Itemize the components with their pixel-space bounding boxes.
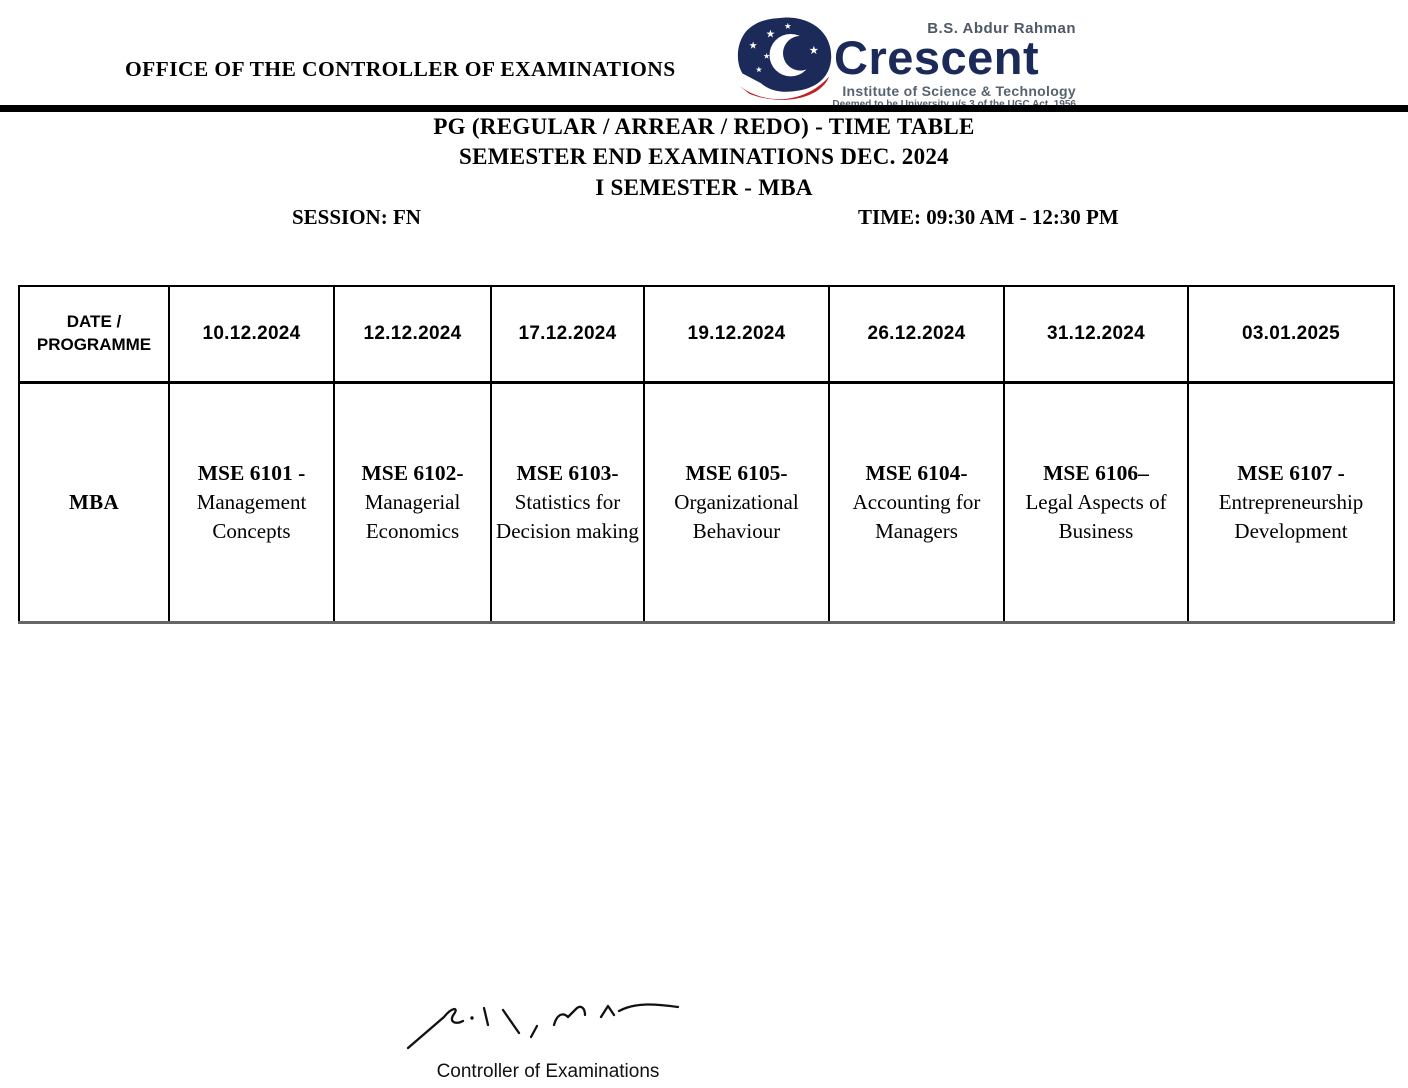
time-label: TIME: 09:30 AM - 12:30 PM [858, 205, 1119, 229]
course-cell [1188, 383, 1394, 623]
course-code: MSE 6107 - [1237, 461, 1345, 485]
date-header-cell: 19.12.2024 [644, 286, 829, 383]
course-name: Managerial Economics [364, 490, 461, 543]
programme-row [19, 383, 1394, 623]
crescent-logo [730, 12, 1080, 106]
signature-scrawl [403, 996, 685, 1056]
date-header-cell: 17.12.2024 [491, 286, 644, 383]
course-code: MSE 6101 - [197, 461, 306, 485]
course-code: MSE 6105- [685, 461, 788, 485]
date-header-cell: 26.12.2024 [829, 286, 1004, 383]
course-name: Legal Aspects of Business [1025, 490, 1167, 543]
programme-label-cell: MBA [19, 383, 169, 623]
title-line-1: PG (REGULAR / ARREAR / REDO) - TIME TABLE [433, 114, 975, 139]
course-cell [491, 383, 644, 623]
corner-header-label: DATE / PROGRAMME [36, 312, 152, 354]
office-title: OFFICE OF THE CONTROLLER OF EXAMINATIONS [125, 57, 676, 81]
course-code: MSE 6102- [361, 461, 464, 485]
logo-subtitle: Institute of Science & Technology [842, 83, 1076, 99]
corner-header-cell [19, 286, 169, 383]
course-code: MSE 6106– [1043, 461, 1149, 485]
header-divider-bar [0, 105, 1408, 112]
date-header-cell: 31.12.2024 [1004, 286, 1188, 383]
course-name: Statistics for Decision making [496, 490, 639, 543]
title-line-2: SEMESTER END EXAMINATIONS DEC. 2024 [459, 144, 949, 169]
course-cell [829, 383, 1004, 623]
course-name: Accounting for Managers [852, 490, 981, 543]
course-cell [169, 383, 334, 623]
course-cell [644, 383, 829, 623]
session-label: SESSION: FN [292, 205, 421, 229]
logo-brand-name: Crescent [834, 31, 1040, 84]
course-code: MSE 6103- [516, 461, 619, 485]
course-code: MSE 6104- [865, 461, 968, 485]
date-header-cell: 10.12.2024 [169, 286, 334, 383]
course-name: Management Concepts [196, 490, 307, 543]
course-cell [334, 383, 491, 623]
table-header-row [19, 286, 1394, 383]
signature-label: Controller of Examinations [436, 1061, 660, 1082]
title-line-3: I SEMESTER - MBA [595, 175, 813, 200]
course-name: Organizational Behaviour [674, 490, 799, 543]
date-header-cell: 03.01.2025 [1188, 286, 1394, 383]
logo-top-text: B.S. Abdur Rahman [927, 20, 1076, 37]
course-cell [1004, 383, 1188, 623]
exam-timetable [18, 285, 1395, 624]
date-header-cell: 12.12.2024 [334, 286, 491, 383]
course-name: Entrepreneurship Development [1218, 490, 1364, 543]
